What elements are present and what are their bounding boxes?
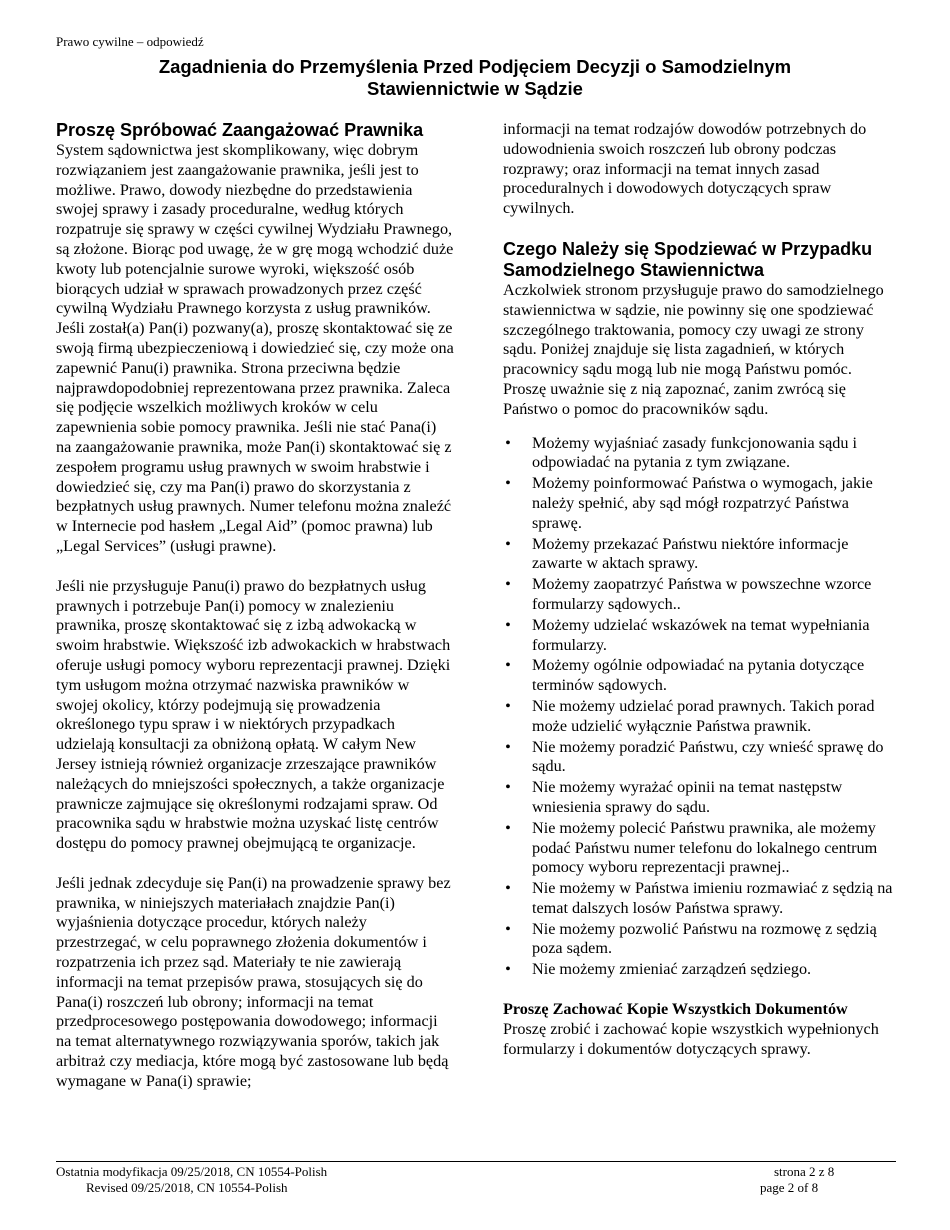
list-item — [503, 616, 895, 656]
bullet-icon: • — [505, 960, 511, 979]
left-column — [56, 120, 454, 1092]
list-item-text: Nie możemy poradzić Państwu, czy wnieść sprawę do sądu. — [532, 737, 884, 776]
list-item-text: Możemy udzielać wskazówek na temat wypełniania formularzy. — [532, 615, 870, 654]
list-item-text: Możemy wyjaśniać zasady funkcjonowania sądu i odpowiadać na pytania z tym związane. — [532, 433, 857, 472]
list-item-text: Możemy zaopatrzyć Państwa w powszechne wzorce formularzy sądowych.. — [532, 575, 872, 613]
list-item — [503, 738, 895, 778]
header-label: Prawo cywilne – odpowiedź — [56, 34, 204, 49]
footer-revision — [56, 1164, 327, 1196]
list-item-text: Możemy przekazać Państwu niektóre informacje zawarte w aktach sprawy. — [532, 534, 849, 573]
paragraph-expectations-intro: Aczkolwiek stronom przysługuje prawo do samodzielnego stawiennictwa w sądzie, nie powinny się one spodziewać szczególnego traktowania, pomocy czy uwagi ze strony sądu. Poniżej znajduje się lista zagadnień, w których pracownicy sądu mogą lub nie mogą Państwu pomóc. Proszę uważnie się z nią zapoznać, zanim zwrócą się Państwo o pomoc do pracowników sądu. — [503, 280, 884, 418]
list-item-text: Nie możemy pozwolić Państwu na rozmowę z sędzią poza sądem. — [532, 919, 877, 958]
title-line-1: Zagadnienia do Przemyślenia Przed Podjęciem Decyzji o Samodzielnym — [158, 56, 792, 77]
list-item-text: Nie możemy polecić Państwu prawnika, ale możemy podać Państwu numer telefonu do lokalnego centrum pomocy wyboru reprezentacji prawnej.. — [532, 818, 878, 877]
court-staff-list — [503, 434, 895, 981]
footer-revision-english: Revised 09/25/2018, CN 10554-Polish — [86, 1180, 288, 1195]
section-heading-copies: Proszę Zachować Kopie Wszystkich Dokumentów — [503, 1000, 848, 1019]
page-number-english: page 2 of 8 — [760, 1180, 819, 1195]
list-item — [503, 656, 895, 696]
bullet-icon: • — [505, 615, 511, 634]
title-line-2: Stawiennictwie w Sądzie — [367, 78, 583, 99]
list-item-text: Możemy poinformować Państwa o wymogach, jakie należy spełnić, aby sąd mógł rozpatrzyć Państwa sprawę. — [532, 474, 873, 532]
paragraph-lawyer-2: Jeśli nie przysługuje Panu(i) prawo do bezpłatnych usług prawnych i potrzebuje Pan(i) pomocy w znalezieniu prawnika, proszę skontaktować się z izbą adwokacką w swoim hrabstwie. Większość izb adwokackich w hrabstwach oferuje usługi pomocy wyboru reprezentacji prawnej. Dzięki tym usługom można otrzymać nazwiska prawników w swojej okolicy, którzy podejmują się prowadzenia określonego typu spraw i w niektórych przypadkach udzielają konsultacji za obniżoną opłatą. W całym New Jersey istnieją również organizacje zrzeszające prawników należących do mniejszości społecznych, a także organizacje prawnicze zajmujące się określonymi rodzajami spraw. Od pracownika sądu w hrabstwie można uzyskać listę centrów dostępu do pomocy prawnej obejmującą te organizacje. — [56, 576, 451, 853]
document-title — [110, 56, 840, 100]
footer-divider — [56, 1161, 896, 1162]
list-item-text: Możemy ogólnie odpowiadać na pytania dotyczące terminów sądowych. — [532, 656, 865, 695]
right-column — [503, 120, 895, 1059]
list-item-text: Nie możemy w Państwa imieniu rozmawiać z sędzią na temat dalszych losów Państwa sprawy. — [532, 879, 893, 917]
footer-page-number — [760, 1164, 860, 1196]
list-item — [503, 535, 895, 575]
page-number-polish: strona 2 z 8 — [774, 1164, 835, 1179]
bullet-icon: • — [505, 919, 511, 938]
section-heading-lawyer: Proszę Spróbować Zaangażować Prawnika — [56, 120, 424, 140]
list-item-text: Nie możemy wyrażać opinii na temat następstw wniesienia sprawy do sądu. — [532, 778, 843, 816]
bullet-icon: • — [505, 656, 511, 675]
paragraph-continuation: informacji na temat rodzajów dowodów potrzebnych do udowodnienia swoich roszczeń lub obrony podczas rozprawy; oraz informacji na temat innych zasad proceduralnych i dowodowych dotyczących spraw cywilnych. — [503, 120, 867, 218]
list-item — [503, 819, 895, 878]
list-item — [503, 960, 895, 980]
bullet-icon: • — [505, 474, 511, 493]
bullet-icon: • — [505, 737, 511, 756]
list-item-text: Nie możemy udzielać porad prawnych. Takich porad może udzielić wyłącznie Państwa prawnik. — [532, 696, 875, 735]
paragraph-lawyer-1: System sądownictwa jest skomplikowany, więc dobrym rozwiązaniem jest zaangażowanie prawnika, jeśli jest to możliwe. Prawo, dowody niezbędne do przedstawienia swojej sprawy i zasady proceduralne, według których rozpatruje się sprawy w części cywilnej Wydziału Prawnego, są złożone. Biorąc pod uwagę, że w grę mogą wchodzić duże kwoty lub potencjalnie surowe wyroki, większość osób biorących udział w sprawach prowadzonych przez część cywilną Wydziału Prawnego korzysta z usług prawników. Jeśli został(a) Pan(i) pozwany(a), proszę skontaktować się ze swoją firmą ubezpieczeniową i dowiedzieć się, czy może ona zapewnić Panu(i) prawnika. Strona przeciwna będzie najprawdopodobniej reprezentowana przez prawnika. Zaleca się podjęcie wszelkich możliwych kroków w celu zapewnienia sobie pomocy prawnika. Jeśli nie stać Pana(i) na zaangażowanie prawnika, może Pan(i) skontaktować się z zespołem programu usług prawnych w swoim hrabstwie i dowiedzieć się, czy ma Pan(i) prawo do skorzystania z bezpłatnych usług prawnych. Numer telefonu można znaleźć w Internecie pod hasłem „Legal Aid” (pomoc prawna) lub „Legal Services” (usługi prawne). — [56, 141, 454, 555]
list-item — [503, 434, 895, 474]
bullet-icon: • — [505, 534, 511, 553]
paragraph-lawyer-3: Jeśli jednak zdecyduje się Pan(i) na prowadzenie sprawy bez prawnika, w niniejszych materiałach znajdzie Pan(i) wyjaśnienia dotyczące procedur, których należy przestrzegać, w celu poprawnego złożenia dokumentów i rozpatrzenia ich przez sąd. Materiały te nie zawierają informacji na temat przepisów prawa, stosujących się do Pana(i) roszczeń lub obrony; informacji na temat przedprocesowego postępowania dowodowego; informacji na temat alternatywnego rozwiązywania sporów, takich jak arbitraż czy mediacja, które mogą być zastosowane lub będą wymagane w Pana(i) sprawie; — [56, 873, 451, 1090]
paragraph-copies: Proszę zrobić i zachować kopie wszystkich wypełnionych formularzy i dokumentów dotyczących sprawy. — [503, 1019, 879, 1058]
bullet-icon: • — [505, 696, 511, 715]
bullet-icon: • — [505, 818, 511, 837]
list-item — [503, 879, 895, 919]
section-heading-expectations: Czego Należy się Spodziewać w Przypadku Samodzielnego Stawiennictwa — [503, 238, 873, 280]
list-item — [503, 920, 895, 960]
bullet-icon: • — [505, 778, 511, 797]
list-item-text: Nie możemy zmieniać zarządzeń sędziego. — [532, 960, 812, 979]
bullet-icon: • — [505, 879, 511, 898]
list-item — [503, 778, 895, 818]
bullet-icon: • — [505, 575, 511, 594]
list-item — [503, 474, 895, 533]
list-item — [503, 575, 895, 615]
footer-revision-polish: Ostatnia modyfikacja 09/25/2018, CN 10554-Polish — [56, 1164, 328, 1179]
list-item — [503, 697, 895, 737]
bullet-icon: • — [505, 433, 511, 452]
